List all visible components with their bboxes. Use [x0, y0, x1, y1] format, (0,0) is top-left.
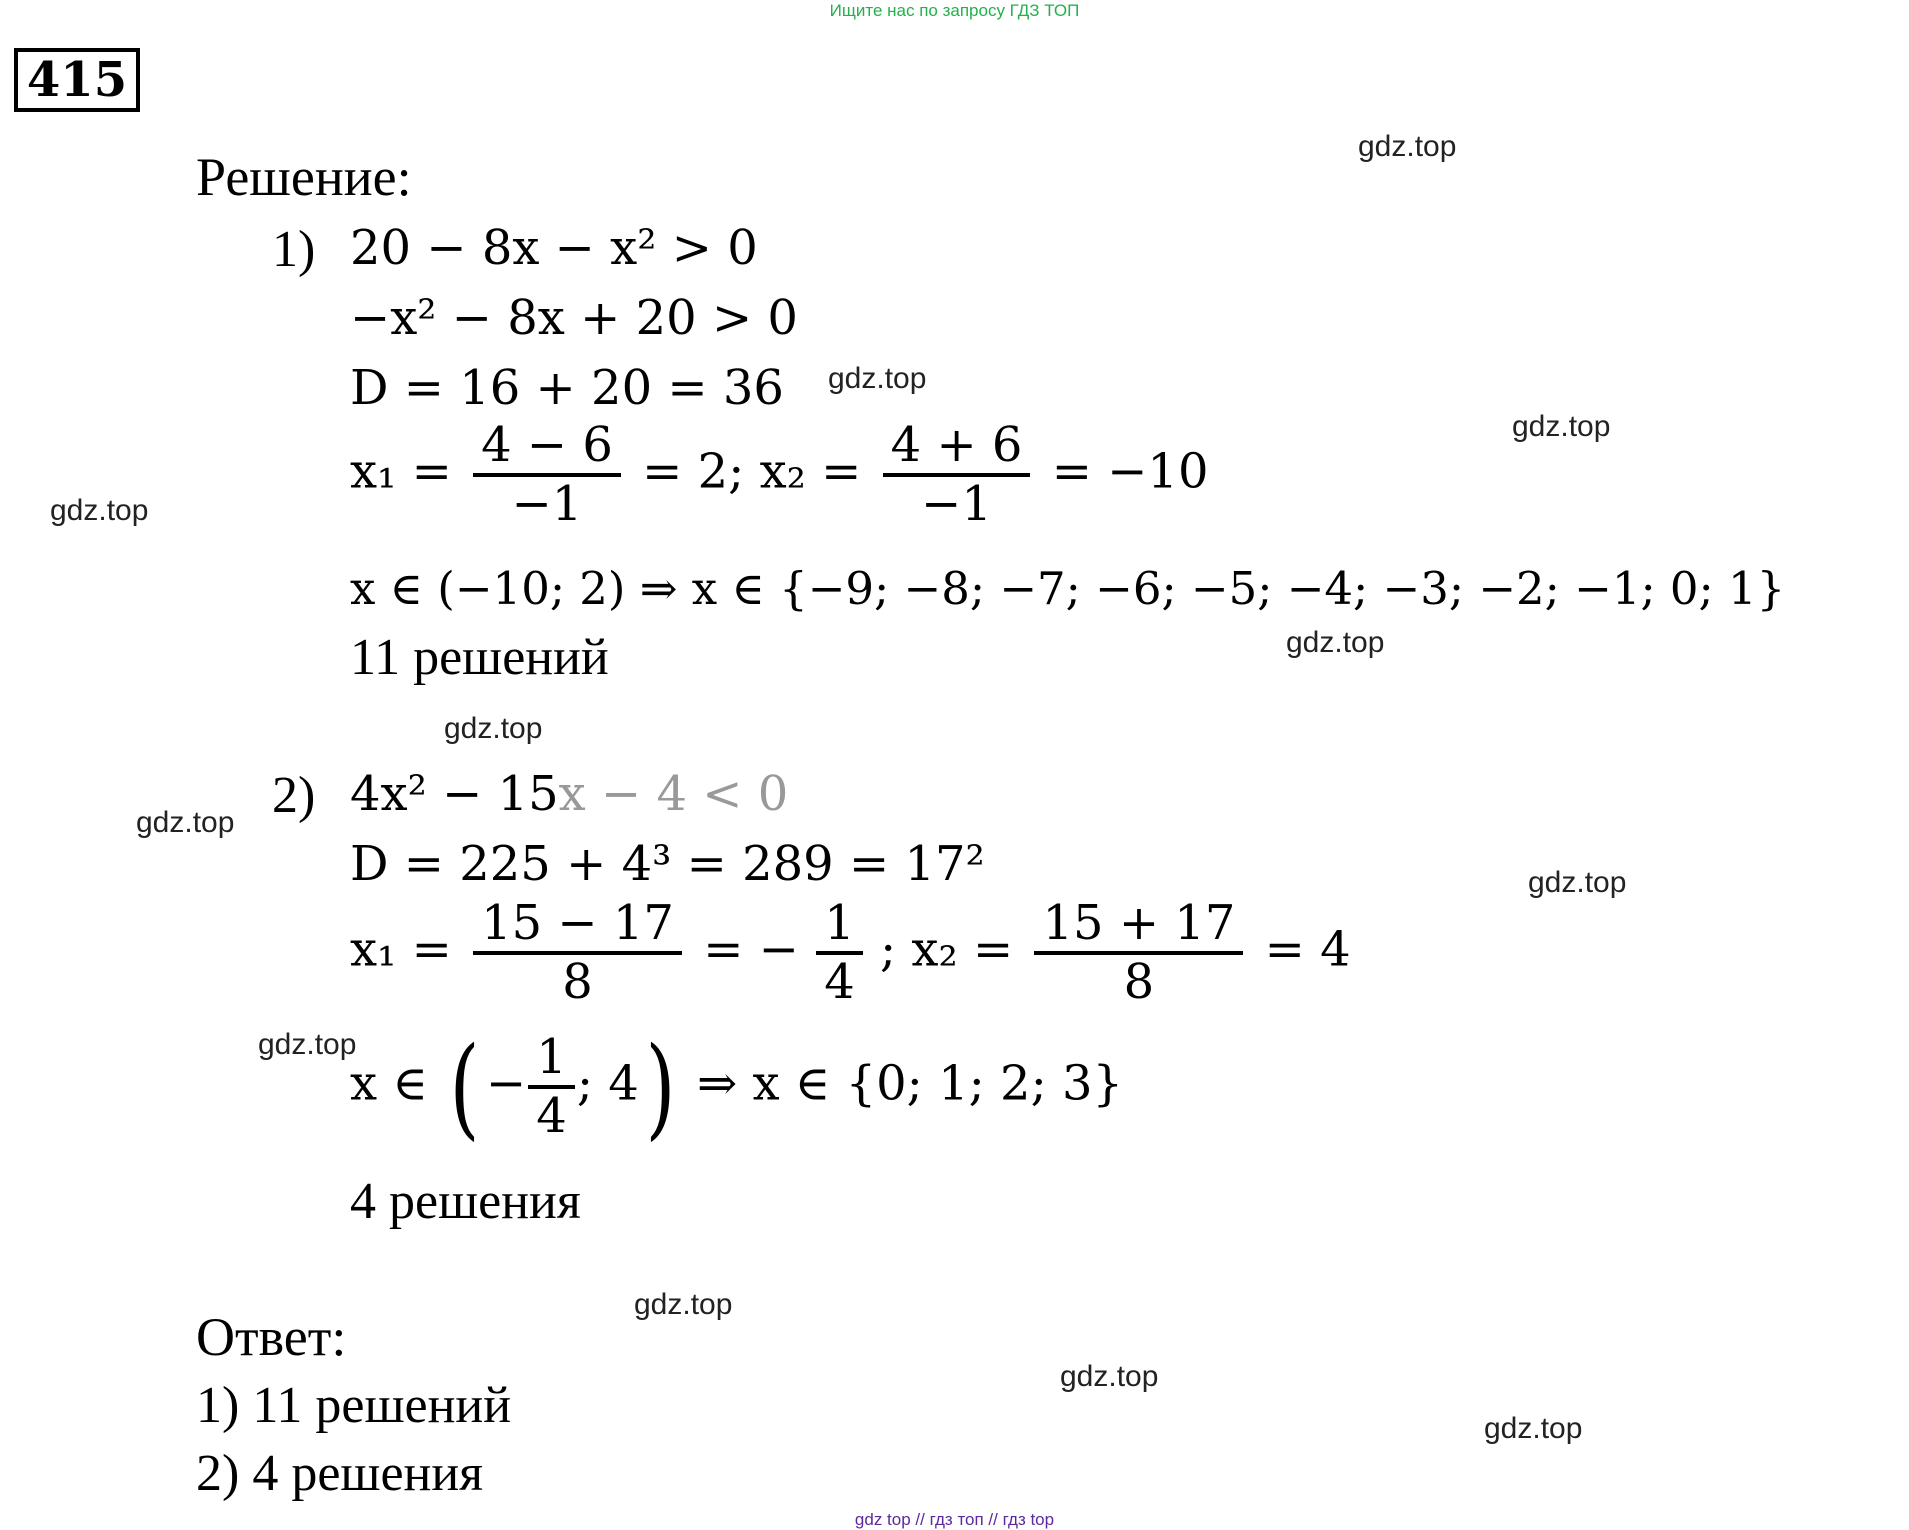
part2-label: 2) [272, 767, 316, 824]
part1-x1-label: x₁ = [350, 443, 452, 500]
part2-interval [350, 1023, 1124, 1152]
part2-x1-label: x₁ = [350, 921, 452, 978]
part1-label: 1) [272, 221, 316, 278]
part2-frac1 [473, 896, 682, 1010]
part1-frac1-num: 4 − 6 [481, 417, 613, 473]
part1-frac1-den: −1 [473, 473, 621, 532]
part2-inequality [350, 766, 788, 822]
part1-interval: x ∈ (−10; 2) ⇒ x ∈ {−9; −8; −7; −6; −5; −4; −3; −2; −1; 0; 1} [350, 562, 1786, 615]
right-paren: ) [645, 1023, 676, 1152]
part1-discriminant: D = 16 + 20 = 36 [350, 360, 784, 416]
solution-heading: Решение: [196, 147, 412, 207]
watermark: gdz.top [50, 494, 149, 527]
part2-frac2-num: 1 [824, 895, 855, 951]
part2-frac1-num: 15 − 17 [481, 895, 674, 951]
watermark: gdz.top [1484, 1412, 1583, 1445]
part2-interval-frac-num: 1 [536, 1029, 567, 1085]
watermark: gdz.top [1512, 410, 1611, 443]
part1-frac1 [473, 418, 621, 532]
part1-frac2-den: −1 [883, 473, 1031, 532]
answer-line-2: 2) 4 решения [196, 1445, 484, 1502]
part2-interval-end: ; 4 [576, 1055, 639, 1112]
answer-line-1: 1) 11 решений [196, 1377, 512, 1434]
watermark: gdz.top [444, 712, 543, 745]
part2-frac1-den: 8 [473, 951, 682, 1010]
left-paren: ( [449, 1023, 480, 1152]
watermark: gdz.top [1060, 1360, 1159, 1393]
part2-frac3 [1034, 896, 1243, 1010]
task-number-box: 415 [14, 48, 140, 112]
watermark: gdz.top [1286, 626, 1385, 659]
part2-inequality-start: 4x² − 15 [350, 766, 559, 822]
part2-interval-pre: x ∈ [350, 1055, 428, 1112]
watermark: gdz.top [1358, 130, 1457, 163]
part2-roots [350, 896, 1351, 1010]
part2-discriminant: D = 225 + 4³ = 289 = 17² [350, 836, 985, 892]
part2-frac2-den: 4 [816, 951, 863, 1010]
answer-heading: Ответ: [196, 1307, 347, 1367]
part1-frac2-num: 4 + 6 [890, 417, 1023, 473]
part1-x2-value: = −10 [1051, 443, 1209, 500]
bottom-banner: gdz top // гдз топ // гдз top [854, 1510, 1055, 1529]
watermark: gdz.top [1528, 866, 1627, 899]
part2-frac3-num: 15 + 17 [1042, 895, 1236, 951]
part2-interval-frac [528, 1030, 575, 1144]
part2-interval-frac-den: 4 [528, 1085, 575, 1144]
part2-interval-minus: − [486, 1055, 527, 1112]
part1-count: 11 решений [350, 629, 609, 686]
part1-frac2 [883, 418, 1031, 532]
watermark: gdz.top [258, 1028, 357, 1061]
part1-x1-value: = 2; x₂ = [642, 443, 862, 500]
part2-interval-post: ⇒ x ∈ {0; 1; 2; 3} [696, 1055, 1124, 1112]
part2-inequality-end: x − 4 < 0 [558, 766, 789, 822]
part1-roots [350, 418, 1209, 532]
part2-count: 4 решения [350, 1173, 581, 1230]
part2-x2-value: = 4 [1264, 921, 1351, 978]
part2-frac3-den: 8 [1034, 951, 1243, 1010]
watermark: gdz.top [634, 1288, 733, 1321]
part2-x2-label: ; x₂ = [880, 921, 1014, 978]
part2-frac2 [816, 896, 863, 1010]
part1-inequality-rewritten: −x² − 8x + 20 > 0 [350, 290, 798, 346]
top-banner: Ищите нас по запросу ГДЗ ТОП [829, 1, 1080, 20]
watermark: gdz.top [828, 362, 927, 395]
part2-eq-mid: = − [703, 921, 799, 978]
watermark: gdz.top [136, 806, 235, 839]
part1-inequality: 20 − 8x − x² > 0 [350, 220, 758, 276]
